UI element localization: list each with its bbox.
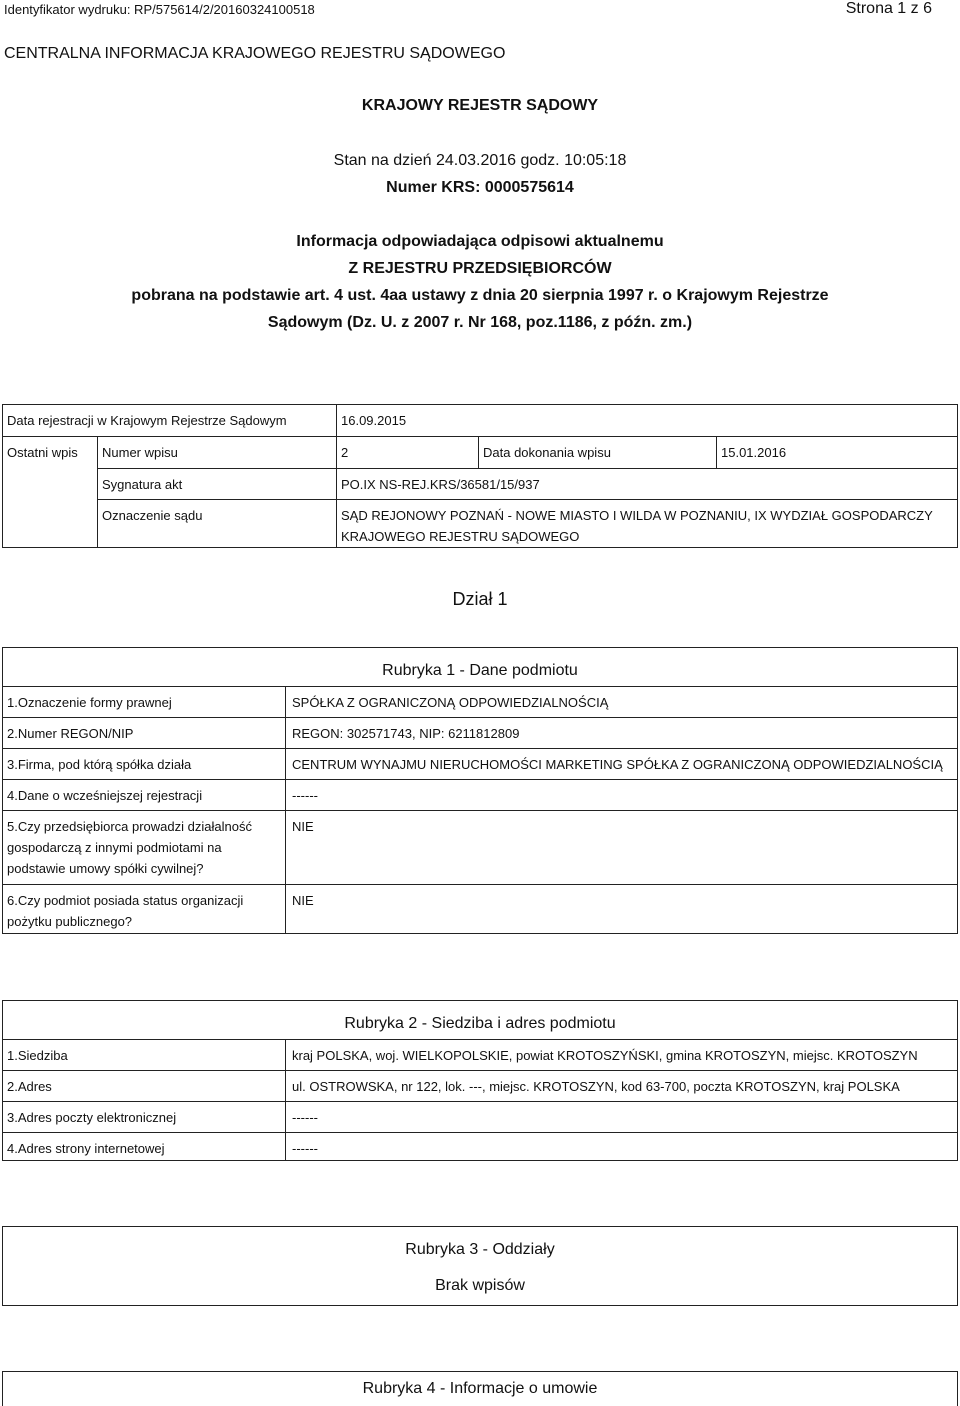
legal-form-label: 1.Oznaczenie formy prawnej	[7, 695, 172, 710]
website-address-value: ------	[292, 1141, 318, 1156]
entry-number-label: Numer wpisu	[102, 445, 178, 460]
last-entry-label: Ostatni wpis	[7, 445, 78, 460]
legal-basis-line-2: Sądowym (Dz. U. z 2007 r. Nr 168, poz.1186, z późn. zm.)	[267, 314, 693, 331]
regon-nip-value: REGON: 302571743, NIP: 6211812809	[292, 726, 520, 741]
previous-registration-label: 4.Dane o wcześniejszej rejestracji	[7, 788, 203, 803]
address-label: 2.Adres	[7, 1079, 52, 1094]
rubric-2-title: Rubryka 2 - Siedziba i adres podmiotu	[344, 1015, 616, 1032]
krs-number: Numer KRS: 0000575614	[386, 179, 574, 196]
company-name-label: 3.Firma, pod którą spółka działa	[7, 757, 192, 772]
court-value-line-1: SĄD REJONOWY POZNAŃ - NOWE MIASTO I WILDA W POZNANIU, IX WYDZIAŁ GOSPODARCZY	[341, 508, 933, 523]
info-line-1: Informacja odpowiadająca odpisowi aktualnemu	[296, 233, 664, 250]
page-number: Strona 1 z 6	[845, 0, 932, 17]
legal-basis-line-1: pobrana na podstawie art. 4 ust. 4aa ustawy z dnia 20 sierpnia 1997 r. o Krajowym Rejestrze	[131, 287, 829, 304]
signature-label: Sygnatura akt	[102, 477, 183, 492]
previous-registration-value: ------	[292, 788, 318, 803]
section-title: Dział 1	[452, 589, 508, 609]
civil-partnership-label: 5.Czy przedsiębiorca prowadzi działalność gospodarczą z innymi podmiotami na podstawie umowy spółki cywilnej?	[7, 819, 252, 876]
state-date: Stan na dzień 24.03.2016 godz. 10:05:18	[333, 152, 627, 169]
legal-form-value: SPÓŁKA Z OGRANICZONĄ ODPOWIEDZIALNOŚCIĄ	[292, 695, 609, 710]
rubric-3-title: Rubryka 3 - Oddziały	[405, 1241, 555, 1258]
branches-value: Brak wpisów	[435, 1277, 525, 1294]
info-line-2: Z REJESTRU PRZEDSIĘBIORCÓW	[348, 260, 612, 277]
registry-title: KRAJOWY REJESTR SĄDOWY	[361, 97, 599, 114]
public-benefit-status-label: 6.Czy podmiot posiada status organizacji pożytku publicznego?	[7, 893, 244, 929]
court-value-line-2: KRAJOWEGO REJESTRU SĄDOWEGO	[341, 529, 580, 544]
entry-number-value: 2	[341, 445, 349, 460]
email-address-value: ------	[292, 1110, 318, 1125]
entry-date-value: 15.01.2016	[721, 445, 787, 460]
company-name-value: CENTRUM WYNAJMU NIERUCHOMOŚCI MARKETING SPÓŁKA Z OGRANICZONĄ ODPOWIEDZIALNOŚCIĄ	[292, 757, 943, 772]
rubric-1-title: Rubryka 1 - Dane podmiotu	[382, 662, 578, 679]
civil-partnership-value: NIE	[292, 819, 314, 834]
rubric-4-title: Rubryka 4 - Informacje o umowie	[362, 1380, 598, 1397]
registration-date-label: Data rejestracji w Krajowym Rejestrze Sądowym	[7, 413, 287, 428]
entry-date-label: Data dokonania wpisu	[483, 445, 611, 460]
website-address-label: 4.Adres strony internetowej	[7, 1141, 165, 1156]
registration-date-value: 16.09.2015	[341, 413, 407, 428]
print-identifier: Identyfikator wydruku: RP/575614/2/20160324100518	[4, 2, 315, 17]
court-label: Oznaczenie sądu	[102, 508, 203, 523]
signature-value: PO.IX NS-REJ.KRS/36581/15/937	[341, 477, 540, 492]
email-address-label: 3.Adres poczty elektronicznej	[7, 1110, 177, 1125]
organization-name: CENTRALNA INFORMACJA KRAJOWEGO REJESTRU SĄDOWEGO	[4, 45, 506, 62]
seat-value: kraj POLSKA, woj. WIELKOPOLSKIE, powiat KROTOSZYŃSKI, gmina KROTOSZYN, miejsc. KROTOSZYN	[292, 1048, 918, 1063]
regon-nip-label: 2.Numer REGON/NIP	[7, 726, 134, 741]
public-benefit-status-value: NIE	[292, 893, 314, 908]
seat-label: 1.Siedziba	[7, 1048, 68, 1063]
address-value: ul. OSTROWSKA, nr 122, lok. ---, miejsc. KROTOSZYN, kod 63-700, poczta KROTOSZYN, kraj POLSKA	[292, 1079, 900, 1094]
